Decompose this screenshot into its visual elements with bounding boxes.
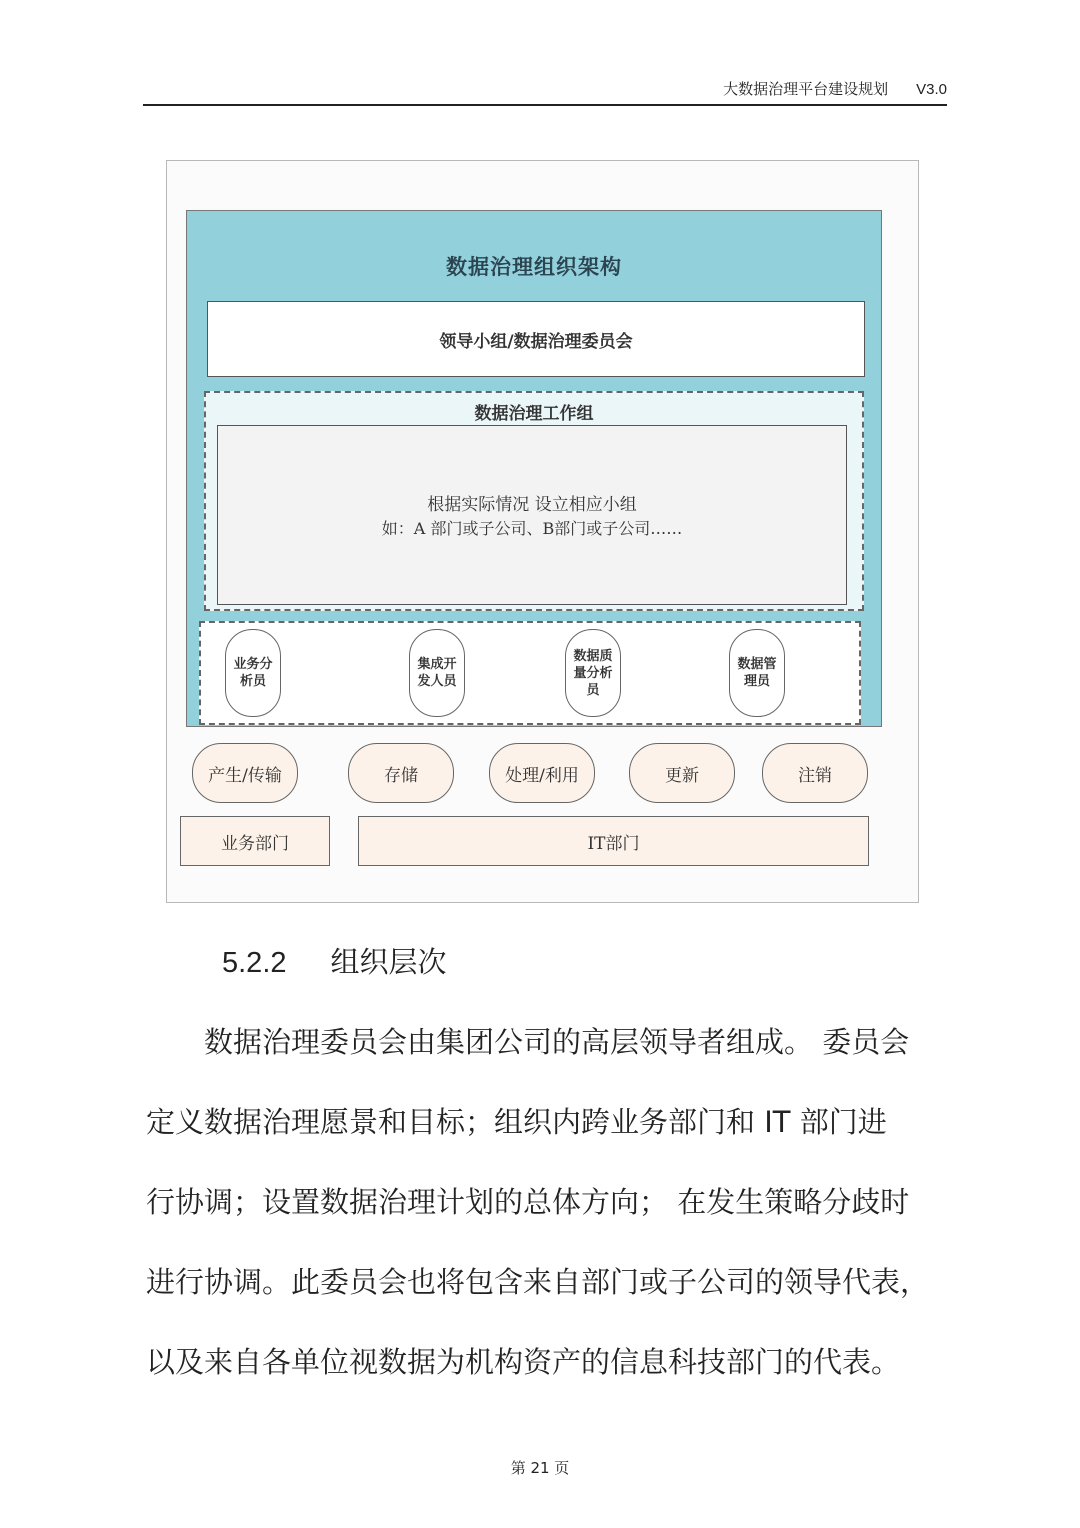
phase-storage: 存储: [348, 743, 454, 803]
role-data-quality-analyst: [565, 629, 621, 717]
role-label: 集成开 发人员: [417, 657, 457, 689]
role-label: 数据质 量分析 员: [573, 648, 613, 698]
governance-org-panel: [186, 210, 882, 727]
figure-title: 数据治理组织架构: [446, 255, 622, 279]
page-number: 第 21 页: [510, 1459, 570, 1477]
role-business-analyst: [225, 629, 281, 717]
workgroup-title: 数据治理工作组: [474, 404, 594, 424]
workgroup-inner-box: [217, 425, 847, 605]
dept-business: 业务部门: [180, 816, 330, 866]
role-label: 数据管 理员: [737, 657, 777, 689]
body-line: 行协调；设置数据治理计划的总体方向； 在发生策略分歧时: [146, 1185, 910, 1219]
body-line: 数据治理委员会由集团公司的高层领导者组成。 委员会: [146, 1025, 910, 1059]
section-number: 5.2.2: [222, 947, 287, 979]
document-version: V3.0: [916, 81, 947, 98]
role-label: 业务分 析员: [233, 657, 273, 689]
document-title: 大数据治理平台建设规划: [723, 80, 889, 98]
phase-update: 更新: [629, 743, 735, 803]
body-line: 进行协调。此委员会也将包含来自部门或子公司的领导代表，: [146, 1265, 930, 1299]
phase-deregister: 注销: [762, 743, 868, 803]
org-structure-figure: [166, 160, 919, 903]
header-title: [723, 78, 947, 99]
body-line: 定义数据治理愿景和目标；组织内跨业务部门和 IT 部门进: [146, 1105, 887, 1139]
phase-generate-transmit: 产生/传输: [192, 743, 298, 803]
workgroup-example: 如：A 部门或子公司、B部门或子公司……: [381, 519, 683, 538]
page-header: [143, 78, 947, 106]
workgroup-description: 根据实际情况 设立相应小组: [427, 495, 637, 515]
role-integration-developer: [409, 629, 465, 717]
workgroup-box: [204, 391, 864, 611]
roles-box: [199, 621, 861, 725]
section-heading: [222, 940, 447, 981]
dept-it: IT部门: [358, 816, 869, 866]
leader-group-box: 领导小组/数据治理委员会: [207, 301, 865, 377]
body-line: 以及来自各单位视数据为机构资产的信息科技部门的代表。: [146, 1345, 901, 1379]
section-title: 组织层次: [330, 945, 447, 979]
phase-process-use: 处理/利用: [489, 743, 595, 803]
role-data-manager: [729, 629, 785, 717]
